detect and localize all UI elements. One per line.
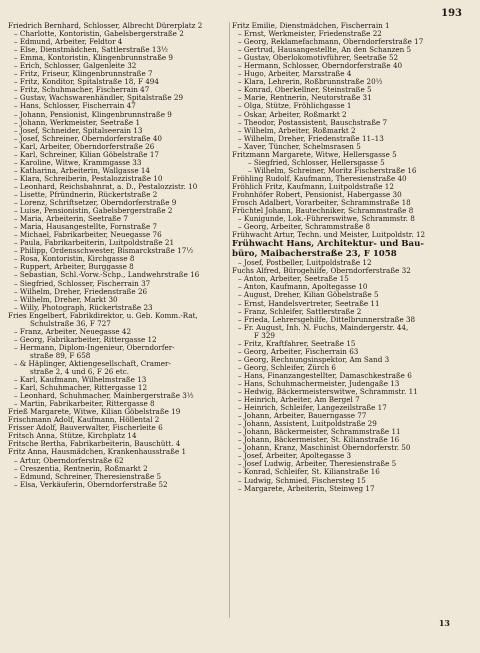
directory-entry: – Willy, Photograph, Rückertstraße 23	[14, 303, 153, 312]
directory-entry: – Hedwig, Bäckermeisterswitwe, Schrammstr. 11	[238, 388, 418, 397]
directory-entry: – Elsa, Verkäuferin, Oberndorferstraße 52	[14, 480, 168, 489]
directory-entry: – Gustav, Oberlokomotivführer, Seetraße 52	[238, 54, 399, 63]
directory-entry: – Johann, Kranz, Maschinist Oberndorferstr. 50	[238, 444, 411, 453]
directory-entry: büro, Maibacherstraße 23, F 1058	[232, 249, 397, 260]
directory-entry: – Ruppert, Arbeiter, Burggasse 8	[14, 263, 134, 272]
directory-entry: – Kunigunde, Lok.-Führerswitwe, Schrammstr. 8	[238, 215, 415, 224]
directory-entry: – Karl, Kaufmann, Wilhelmstraße 13	[14, 376, 147, 385]
left-column	[8, 22, 229, 489]
directory-entry: – Josef Ludwig, Arbeiter, Theresienstraße 5	[238, 460, 397, 469]
directory-entry: – Georg, Rechnungsinspektor, Am Sand 3	[238, 355, 390, 364]
directory-entry: – Katharina, Arbeiterin, Wallgasse 14	[14, 166, 150, 175]
directory-entry: Fritsche Bertha, Fabrikarbeiterin, Bauschütt. 4	[8, 440, 181, 449]
directory-entry: – Theodor, Postassistent, Bauschstraße 7	[238, 118, 388, 127]
directory-entry: – Xaver, Tüncher, Schelmsrasen 5	[238, 142, 361, 151]
directory-entry: – Lorenz, Schriftsetzer, Oberndorferstraße 9	[14, 199, 177, 208]
directory-entry: – Luise, Pensionistin, Gabelsbergerstraße 2	[14, 207, 173, 216]
directory-entry: – Charlotte, Kontoristin, Gabelsbergerstraße 2	[14, 30, 184, 39]
directory-entry: – Fr. August, Inh. N. Fuchs, Maindergerstr. 44,	[238, 323, 409, 332]
directory-entry: – Josef, Arbeiter, Apoltegasse 3	[238, 452, 352, 461]
directory-entry: – Olga, Stütze, Fröhlichgasse 1	[238, 102, 352, 111]
directory-entry: – Gertrud, Hausangestellte, An den Schanzen 5	[238, 46, 412, 55]
directory-entry: – Heinrich, Schleifer, Langezeilstraße 17	[238, 404, 387, 413]
right-column	[232, 22, 453, 493]
directory-entry: – Karl, Schuhmacher, Rittergasse 12	[14, 384, 148, 393]
directory-entry: Frohnhöfer Robert, Pensionist, Habergasse 30	[232, 190, 402, 199]
directory-entry: – Ernst, Handelsvertreter, Seetraße 11	[238, 299, 380, 308]
directory-entry: – Johann, Pensionist, Klingenbrunnstraße 9	[14, 110, 172, 119]
directory-entry: – Erich, Schlosser, Galgenleite 32	[14, 62, 137, 71]
directory-entry: straße 89, F 658	[30, 351, 91, 360]
directory-entry: Frühwacht Artur, Techn. und Meister, Luitpoldstr. 12	[232, 231, 426, 240]
directory-entry: – Leonhard, Schuhmacher, Mainbergerstraße 3½	[14, 392, 194, 401]
directory-entry: Fritzmann Margarete, Witwe, Hellersgasse 5	[232, 150, 397, 159]
directory-entry: – Josef, Postbeller, Luitpoldstraße 12	[238, 259, 372, 268]
directory-entry: – Wilhelm, Dreher, Friedenstraße 26	[14, 287, 148, 296]
directory-entry: – Martin, Fabrikarbeiter, Rittergasse 8	[14, 400, 155, 409]
directory-entry: – Ernst, Werkmeister, Friedenstraße 22	[238, 30, 382, 39]
directory-entry: – Paula, Fabrikarbeiterin, Luitpoldstraße 21	[14, 239, 175, 248]
directory-entry: – Edmund, Schreiner, Theresienstraße 5	[14, 472, 162, 481]
directory-entry: – Oskar, Arbeiter, Roßmarkt 2	[238, 110, 347, 119]
directory-entry: – Johann, Werkmeister, Seetraße 1	[14, 118, 141, 127]
directory-entry: – Fritz, Friseur, Klingenbrunnstraße 7	[14, 70, 153, 79]
directory-entry: – Frieda, Lehrersgehilfe, Dittelbrunnerstraße 38	[238, 315, 416, 324]
directory-entry: straße 2, 4 und 6, F 26 etc.	[30, 368, 130, 377]
directory-entry: – Hans, Schlosser, Fischerrain 47	[14, 102, 136, 111]
directory-entry: Frisser Adolf, Bauverwalter, Fischerleite 6	[8, 424, 163, 433]
directory-entry: – Hugo, Arbeiter, Marsstraße 4	[238, 70, 352, 79]
page-number-top: 193	[441, 8, 462, 19]
directory-entry: – Philipp, Ordensschwester, Bismarckstraße 17½	[14, 247, 194, 256]
directory-entry: – & Häplinger, Aktiengesellschaft, Cramer-	[14, 359, 171, 368]
column-divider	[229, 22, 230, 618]
directory-entry: – Maria, Hausangestellte, Fornstraße 7	[14, 223, 158, 232]
directory-entry: – Fritz, Konditor, Spitalstraße 18, F 494	[14, 78, 159, 87]
directory-entry: – Johann, Assistent, Luitpoldstraße 29	[238, 420, 377, 429]
directory-entry: – Maria, Arbeiterin, Seetraße 7	[14, 215, 128, 224]
directory-entry: Fritz Emilie, Dienstmädchen, Fischerrain 1	[232, 22, 390, 30]
directory-entry: Fritz Anna, Hausmädchen, Krankenhausstraße 1	[8, 448, 187, 457]
directory-entry: – Georg, Reklamefachmann, Oberndorferstraße 17	[238, 38, 424, 47]
directory-entry: – Wilhelm, Schreiner, Moritz Fischerstraße 16	[248, 166, 417, 175]
directory-entry: – Hans, Schuhmachermeister, Judengaße 13	[238, 379, 400, 388]
directory-entry: Fritsch Anna, Stütze, Kirchplatz 14	[8, 432, 137, 441]
directory-entry: F 329	[254, 331, 275, 340]
directory-entry: – Fritz, Schuhmacher, Fischerrain 47	[14, 86, 150, 95]
directory-entry: Fröhling Rudolf, Kaufmann, Theresienstraße 40	[232, 174, 407, 183]
directory-entry: – Else, Dienstmädchen, Sattlerstraße 13½	[14, 46, 168, 55]
directory-entry: Fries Engelbert, Fabrikdirektor, u. Geb. Komm.-Rat,	[8, 311, 198, 320]
directory-entry: – Wilhelm, Arbeiter, Roßmarkt 2	[238, 126, 356, 135]
directory-entry: – Karl, Arbeiter, Oberndorferstraße 26	[14, 142, 155, 151]
directory-entry: – Siegfried, Schlosser, Fischerrain 37	[14, 279, 151, 288]
directory-entry: – Margarete, Arbeiterin, Steinweg 17	[238, 484, 375, 493]
directory-entry: Frosch Adalbert, Vorarbeiter, Schrammstraße 18	[232, 199, 411, 208]
directory-entry: – Hermann, Diplom-Ingenieur, Oberndorfer-	[14, 343, 175, 352]
directory-entry: Fröhlich Fritz, Kaufmann, Luitpoldstraße 12	[232, 182, 394, 191]
directory-entry: – Gustav, Wachswarenhändler, Spitalstraße 29	[14, 94, 184, 103]
directory-entry: – Ludwig, Schmied, Fischersteg 15	[238, 476, 366, 485]
page-number-bottom: 13	[438, 618, 450, 628]
directory-entry: – Karl, Schreiner, Kilian Göbelstraße 17	[14, 150, 159, 159]
directory-entry: – Siegfried, Schlosser, Hellersgasse 5	[248, 158, 385, 167]
directory-entry: Früchtel Johann, Bautechniker, Schrammstraße 8	[232, 207, 414, 216]
directory-entry: Frieß Margarete, Witwe, Kilian Göbelstraße 19	[8, 408, 181, 417]
directory-entry: – Leonhard, Reichsbahnrat, a. D., Pestalozzistr. 10	[14, 182, 198, 191]
directory-entry: Friedrich Bernhard, Schlosser, Albrecht Dürerplatz 2	[8, 22, 203, 30]
directory-entry: – Konrad, Oberkellner, Steinstraße 5	[238, 86, 372, 95]
directory-entry: – Johann, Bäckermeister, Schrammstraße 11	[238, 428, 401, 437]
directory-entry: – Anton, Arbeiter, Seetraße 15	[238, 275, 349, 284]
directory-entry: – Johann, Bäckermeister, St. Kilianstraße 16	[238, 436, 400, 445]
directory-entry: Fuchs Alfred, Bürogehilfe, Oberndorferstraße 32	[232, 267, 411, 276]
directory-entry: – Konrad, Schleifer, St. Kilianstraße 16	[238, 468, 380, 477]
directory-entry: – Hermann, Schlosser, Oberndorferstraße 40	[238, 62, 403, 71]
directory-entry: – Wilhelm, Dreher, Friedenstraße 11–13	[238, 134, 384, 143]
directory-entry: – Wilhelm, Dreher, Markt 30	[14, 295, 118, 304]
directory-entry: – Karoline, Witwe, Krammgasse 33	[14, 158, 142, 167]
directory-entry: – Georg, Fabrikarbeiter, Rittergasse 12	[14, 335, 157, 344]
directory-entry: – Rosa, Kontoristin, Kirchgasse 8	[14, 255, 135, 264]
directory-entry: – Creszentia, Rentnerin, Roßmarkt 2	[14, 464, 148, 473]
directory-entry: – Lisette, Pfründnerin, Rückertstraße 2	[14, 190, 158, 199]
directory-entry: – Anton, Kaufmann, Apoltegasse 10	[238, 283, 368, 292]
directory-entry: – Georg, Arbeiter, Fischerrain 63	[238, 347, 359, 356]
directory-entry: – Klara, Lehrerin, Roßbrunnstraße 20½	[238, 78, 383, 87]
directory-entry: – Fritz, Kraftfahrer, Seetraße 15	[238, 339, 356, 348]
directory-entry: Frühwacht Hans, Architektur- und Bau-	[232, 239, 424, 250]
directory-entry: Schulstraße 36, F 727	[30, 319, 111, 328]
directory-entry: – Georg, Schleifer, Zürch 6	[238, 363, 336, 372]
directory-entry: – Emma, Kontoristin, Klingenbrunnstraße 9	[14, 54, 173, 63]
directory-entry: – Heinrich, Arbeiter, Am Bergel 7	[238, 396, 360, 405]
directory-entry: – Josef, Schneider, Spitalseerain 13	[14, 126, 143, 135]
directory-entry: – Sebastian, Schl.-Vorw.-Schp., Landwehrstraße 16	[14, 271, 200, 280]
directory-entry: – Johann, Arbeiter, Bauerngasse 77	[238, 412, 367, 421]
directory-entry: – Franz, Schleifer, Sattlerstraße 2	[238, 307, 362, 316]
directory-entry: – Hans, Finanzangestellter, Damaschkestraße 6	[238, 371, 412, 380]
directory-entry: – Edmund, Arbeiter, Feldtor 4	[14, 38, 123, 47]
directory-entry: – Artur, Oberndorferstraße 62	[14, 456, 124, 465]
directory-entry: – Georg, Arbeiter, Schrammstraße 8	[238, 223, 371, 232]
directory-entry: – Klara, Schreiberin, Pestalozzistraße 10	[14, 174, 163, 183]
directory-entry: Frischmann Adolf, Kaufmann, Höllental 2	[8, 416, 160, 425]
directory-entry: – August, Dreher, Kilian Göbelstraße 5	[238, 291, 379, 300]
directory-entry: – Josef, Schreiner, Oberndorferstraße 40	[14, 134, 162, 143]
directory-entry: – Michael, Fabrikarbeiter, Neuegasse 76	[14, 231, 162, 240]
directory-entry: – Marie, Rentnerin, Neutorstraße 31	[238, 94, 372, 103]
directory-entry: – Franz, Arbeiter, Neuegasse 42	[14, 327, 132, 336]
